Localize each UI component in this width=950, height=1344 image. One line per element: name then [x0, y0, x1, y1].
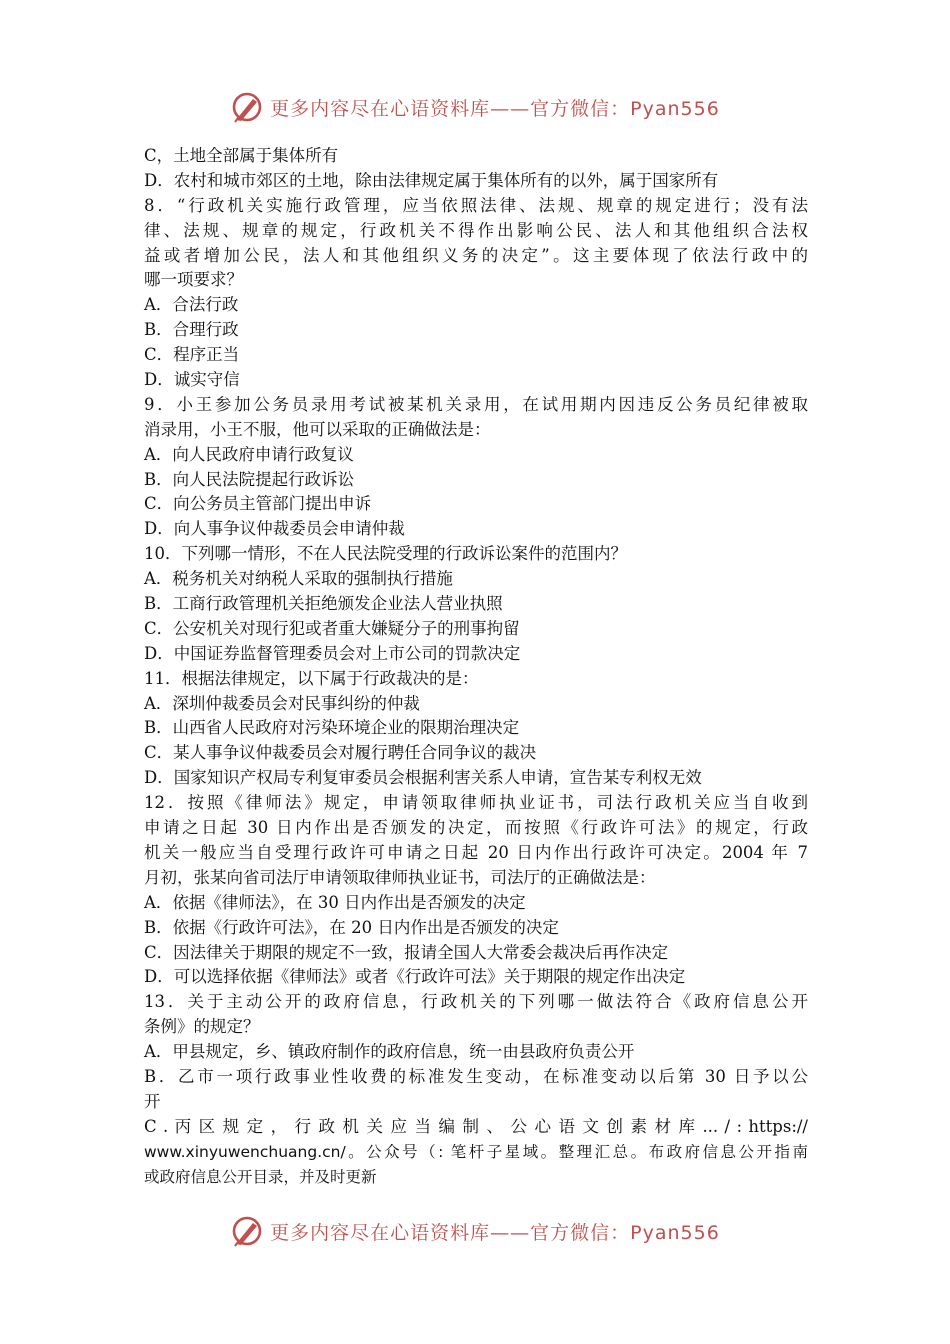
text-line: B．山西省人民政府对污染环境企业的限期治理决定	[144, 718, 520, 738]
text-line: D．可以选择依据《律师法》或者《行政许可法》关于期限的规定作出决定	[144, 967, 686, 987]
text-line: A．向人民政府申请行政复议	[144, 444, 354, 464]
text-line: D．农村和城市郊区的土地，除由法律规定属于集体所有的以外，属于国家所有	[144, 170, 719, 190]
text-line: B．依据《行政许可法》，在 20 日内作出是否颁发的决定	[144, 917, 559, 937]
text-line: A．税务机关对纳税人采取的强制执行措施	[144, 569, 453, 589]
text-line: 13．关于主动公开的政府信息，行政机关的下列哪一做法符合《政府信息公开	[144, 992, 808, 1012]
text-line: A．深圳仲裁委员会对民事纠纷的仲裁	[144, 693, 420, 713]
text-line: C．向公务员主管部门提出申诉	[144, 494, 372, 514]
text-line: 8．“行政机关实施行政管理，应当依照法律、法规、规章的规定进行；没有法	[144, 195, 808, 215]
footer-banner	[0, 1206, 950, 1256]
text-line: D．国家知识产权局专利复审委员会根据利害关系人申请，宣告某专利权无效	[144, 768, 702, 788]
text-line: 11．根据法律规定，以下属于行政裁决的是：	[144, 668, 479, 688]
wechat-id: Pyan556	[630, 1221, 720, 1244]
text-line: C．公安机关对现行犯或者重大嫌疑分子的刑事拘留	[144, 618, 520, 638]
text-line: 益或者增加公民，法人和其他组织义务的决定”。这主要体现了依法行政中的	[144, 245, 808, 265]
text-line: A．甲县规定，乡、镇政府制作的政府信息，统一由县政府负责公开	[144, 1042, 635, 1062]
text-line: 月初，张某向省司法厅申请领取律师执业证书，司法厅的正确做法是：	[144, 867, 656, 887]
text-line: C．程序正当	[144, 345, 240, 365]
header-banner	[0, 82, 950, 132]
wechat-id: Pyan556	[630, 97, 720, 120]
text-line: 12．按照《律师法》规定，申请领取律师执业证书，司法行政机关应当自收到	[144, 793, 808, 813]
text-line: 消录用，小王不服，他可以采取的正确做法是：	[144, 419, 491, 439]
text-line: B．合理行政	[144, 320, 239, 340]
text-line: A．依据《律师法》，在 30 日内作出是否颁发的决定	[144, 892, 526, 912]
text-line: 9．小王参加公务员录用考试被某机关录用，在试用期内因违反公务员纪律被取	[144, 394, 808, 414]
text-line: B．工商行政管理机关拒绝颁发企业法人营业执照	[144, 594, 503, 614]
banner-text: 更多内容尽在心语资料库——官方微信：Pyan556	[270, 1221, 720, 1244]
text-line: www.xinyuwenchuang.cn/。公众号（: 笔杆子星域。整理汇总。布政府信息公开指南	[144, 1142, 808, 1161]
text-line: 机关一般应当自受理行政许可申请之日起 20 日内作出行政许可决定。2004 年 7	[144, 842, 808, 862]
pen-logo-icon	[230, 90, 264, 124]
text-line: 申请之日起 30 日内作出是否颁发的决定，而按照《行政许可法》的规定，行政	[144, 818, 808, 838]
text-line: D．中国证券监督管理委员会对上市公司的罚款决定	[144, 643, 521, 663]
pen-logo-icon	[230, 1214, 264, 1248]
text-line: D．向人事争议仲裁委员会申请仲裁	[144, 519, 405, 539]
text-line: 条例》的规定？	[144, 1017, 260, 1037]
text-line: B．乙市一项行政事业性收费的标准发生变动，在标准变动以后第 30 日予以公	[144, 1066, 808, 1086]
text-line: B．向人民法院提起行政诉讼	[144, 469, 355, 489]
document-body	[144, 144, 808, 1189]
text-line: 哪一项要求？	[144, 270, 243, 290]
text-line: C．因法律关于期限的规定不一致，报请全国人大常委会裁决后再作决定	[144, 942, 669, 962]
text-line: C，土地全部属于集体所有	[144, 146, 339, 165]
text-line: A．合法行政	[144, 295, 239, 315]
text-line: 开	[144, 1091, 161, 1111]
text-line: 或政府信息公开目录，并及时更新	[144, 1167, 377, 1186]
text-line: C．某人事争议仲裁委员会对履行聘任合同争议的裁决	[144, 743, 537, 763]
banner-text: 更多内容尽在心语资料库——官方微信：Pyan556	[270, 97, 720, 120]
text-line: 10．下列哪一情形，不在人民法院受理的行政诉讼案件的范围内？	[144, 544, 627, 564]
text-line: 律、法规、规章的规定，行政机关不得作出影响公民、法人和其他组织合法权	[144, 220, 808, 240]
text-line: C . 丙 区 规 定 ， 行 政 机 关 应 当 编 制 、 公 心 语 文 创 素 材 库 ... / : https://	[144, 1116, 808, 1136]
text-line: D．诚实守信	[144, 370, 240, 390]
